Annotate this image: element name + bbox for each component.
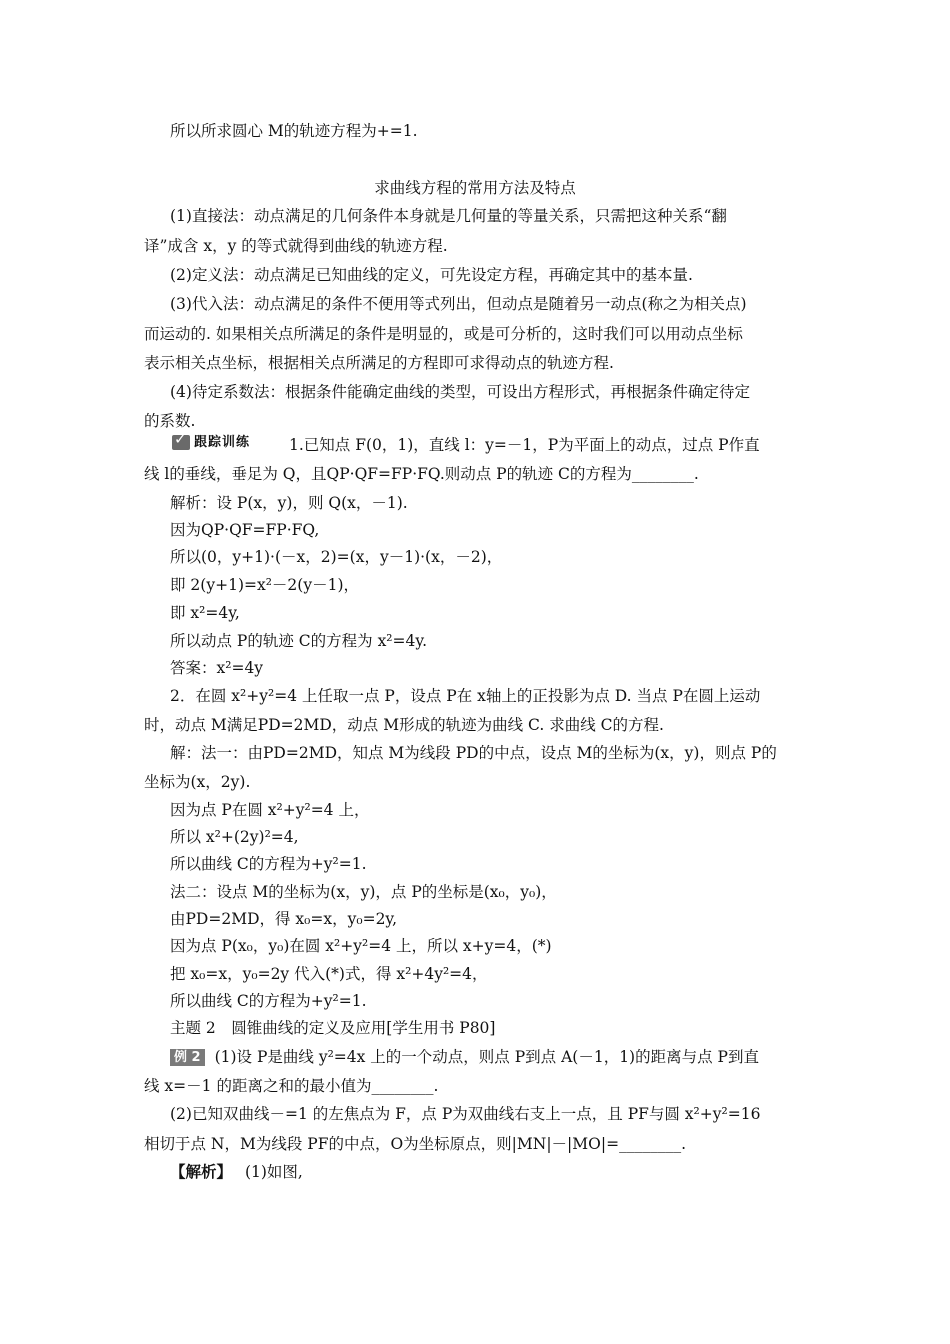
solution-2-line-4: 所以 x²+(2y)²=4, [170,828,299,846]
solution-1-line-1: 解析：设 P(x，y)，则 Q(x，－1). [170,494,408,512]
problem-2-line-1: 2．在圆 x²+y²=4 上任取一点 P，设点 P在 x轴上的正投影为点 D. 当点 P在圆上运动 [170,687,761,705]
solution-2-line-9: 把 x₀=x，y₀=2y 代入(*)式，得 x²+4y²=4， [170,965,488,983]
method-3-line-3: 表示相关点坐标，根据相关点所满足的方程即可求得动点的轨迹方程. [144,354,614,372]
method-4-line-2: 的系数. [144,412,196,430]
problem-2-line-2: 时，动点 M满足PD=2MD，动点 M形成的轨迹为曲线 C. 求曲线 C的方程. [144,716,664,734]
solution-1-line-6: 所以动点 P的轨迹 C的方程为 x²=4y. [170,632,427,650]
solution-2-line-7: 由PD=2MD，得 x₀=x，y₀=2y, [170,910,398,928]
solution-2-line-10: 所以曲线 C的方程为+y²=1. [170,992,367,1010]
example-2-line-4: 相切于点 N，M为线段 PF的中点，O为坐标原点，则|MN|－|MO|=________. [144,1135,686,1153]
conclusion-line: 所以所求圆心 M的轨迹方程为+=1. [170,122,418,140]
method-3-line-2: 而运动的. 如果相关点所满足的条件是明显的，或是可分析的，这时我们可以用动点坐标 [144,325,743,343]
solution-1-line-3: 所以(0，y+1)·(－x，2)=(x，y－1)·(x，－2)， [170,548,503,566]
answer-1: 答案：x²=4y [170,659,264,677]
solution-1-line-5: 即 x²=4y, [170,604,240,622]
solution-2-line-8: 因为点 P(x₀，y₀)在圆 x²+y²=4 上，所以 x+y=4，(*) [170,937,552,955]
example-2-part-1: (1)设 P是曲线 y²=4x 上的一个动点，则点 P到点 A(－1，1)的距离与点 P到直 [214,1048,759,1066]
method-2-line: (2)定义法：动点满足已知曲线的定义，可先设定方程，再确定其中的基本量. [170,266,693,284]
section-title: 求曲线方程的常用方法及特点 [374,179,576,197]
solution-2-line-2: 坐标为(x，2y). [144,773,251,791]
example-2-line-1 [170,1046,759,1068]
example-2-line-2: 线 x=－1 的距离之和的最小值为________. [144,1077,439,1095]
method-3-line-1: (3)代入法：动点满足的条件不便用等式列出，但动点是随着另一动点(称之为相关点) [170,295,747,313]
tracking-practice-badge [170,432,276,454]
analysis-text: (1)如图, [244,1163,303,1181]
solution-1-line-4: 即 2(y+1)=x²－2(y－1)， [170,576,360,594]
analysis-label: 【解析】 [170,1162,233,1181]
solution-2-line-5: 所以曲线 C的方程为+y²=1. [170,855,367,873]
example-2-line-3: (2)已知双曲线－=1 的左焦点为 F，点 P为双曲线右支上一点，且 PF与圆 x²+y²=16 [170,1105,761,1123]
method-1-line-2: 译”成含 x，y 的等式就得到曲线的轨迹方程. [144,237,448,255]
analysis-line [170,1161,303,1183]
solution-2-line-6: 法二：设点 M的坐标为(x，y)，点 P的坐标是(x₀，y₀)， [170,883,557,901]
method-1-line-1: (1)直接法：动点满足的几何条件本身就是几何量的等量关系，只需把这种关系“翻 [170,207,727,225]
check-icon: ✓ [174,430,187,448]
topic-2-heading: 主题 2 圆锥曲线的定义及应用[学生用书 P80] [170,1019,496,1037]
solution-1-line-2: 因为QP·QF=FP·FQ, [170,521,320,539]
problem-1-line-1: 1.已知点 F(0，1)，直线 l：y=－1，P为平面上的动点，过点 P作直 [289,436,760,454]
tracking-practice-label: 跟踪训练 [194,435,251,450]
method-4-line-1: (4)待定系数法：根据条件能确定曲线的类型，可设出方程形式，再根据条件确定待定 [170,383,750,401]
example-2-badge: 例 2 [170,1049,205,1066]
problem-1-line-2: 线 l的垂线，垂足为 Q，且QP·QF=FP·FQ.则动点 P的轨迹 C的方程为________. [144,465,699,483]
solution-2-line-3: 因为点 P在圆 x²+y²=4 上， [170,801,370,819]
solution-2-line-1: 解：法一：由PD=2MD，知点 M为线段 PD的中点，设点 M的坐标为(x，y)，则点 P的 [170,744,777,762]
